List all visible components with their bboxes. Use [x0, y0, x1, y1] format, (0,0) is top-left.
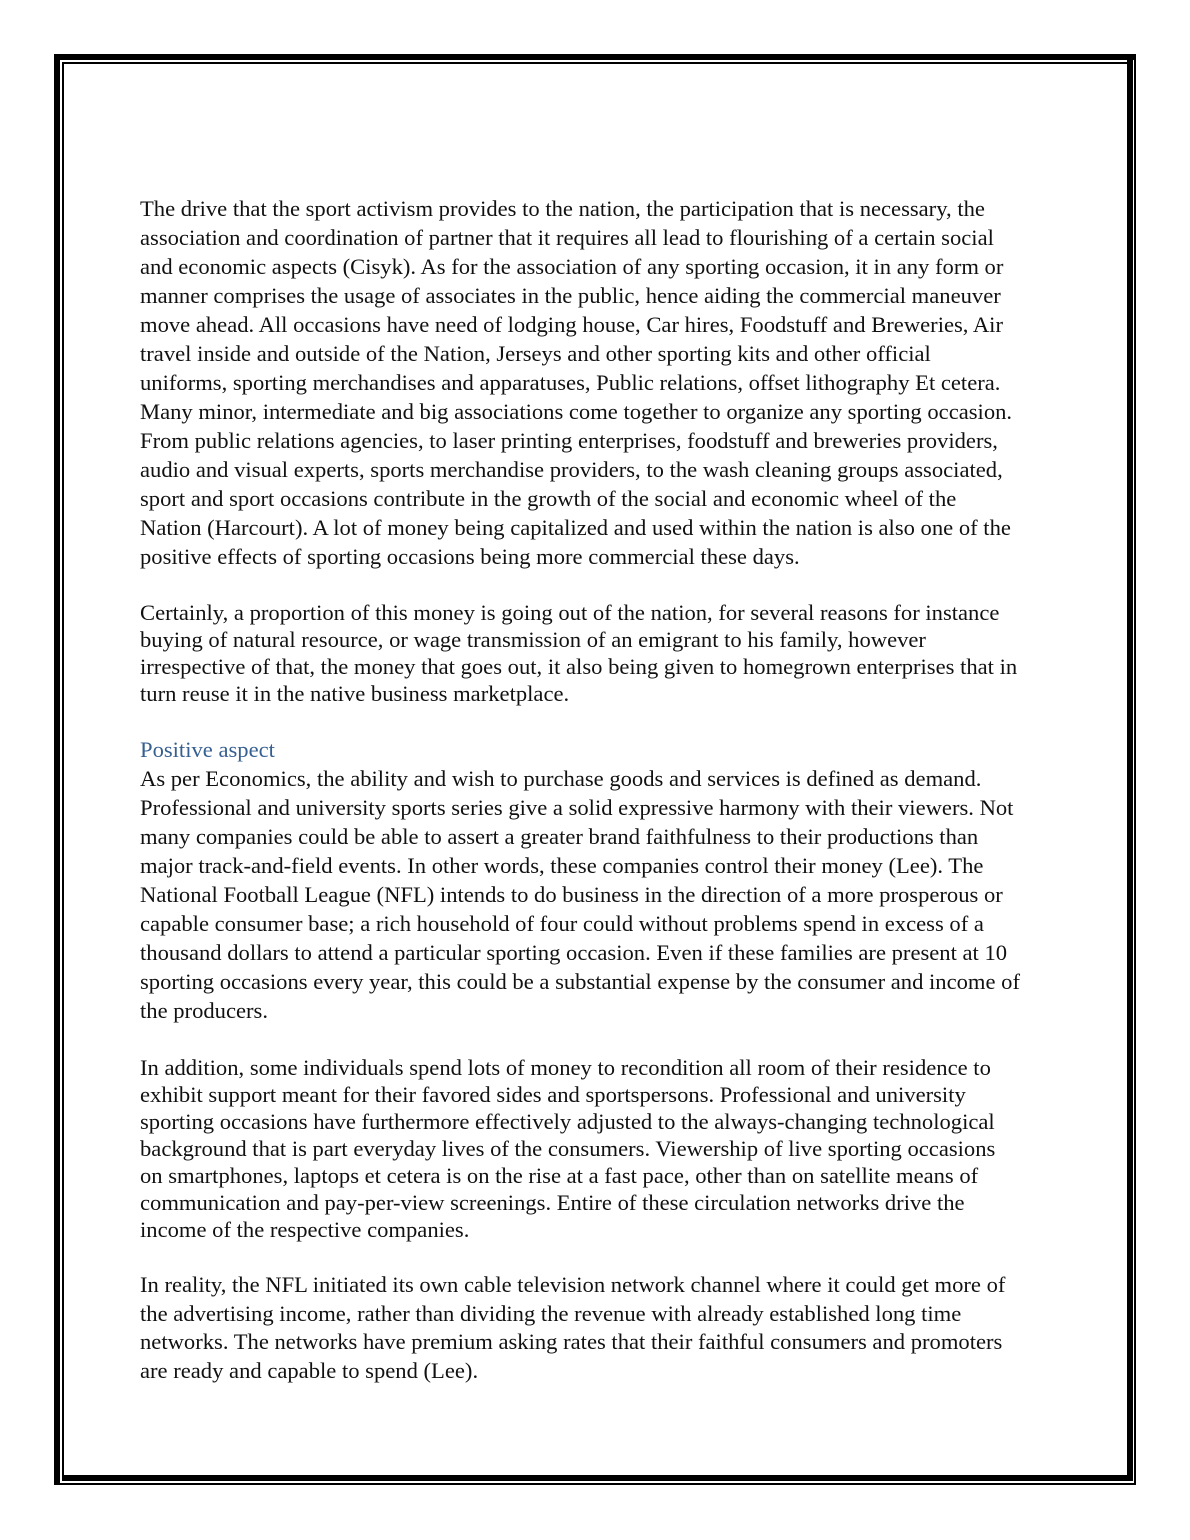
text-line: the advertising income, rather than dividing the revenue with already established long time	[140, 1300, 962, 1326]
text-line: thousand dollars to attend a particular sporting occasion. Even if these families are present at 10	[140, 940, 1008, 965]
page-border-right-thick	[1127, 60, 1133, 1481]
text-line: travel inside and outside of the Nation, Jerseys and other sporting kits and other official	[140, 341, 931, 366]
text-line: the producers.	[140, 998, 268, 1023]
document-body	[140, 194, 1070, 1386]
text-line: background that is part everyday lives of the consumers. Viewership of live sporting occasions	[140, 1136, 996, 1161]
page-border-top-thin	[62, 62, 1130, 64]
page-border-right-thin	[1134, 54, 1136, 1485]
page-border-top-thick	[54, 54, 1135, 60]
text-line: Certainly, a proportion of this money is going out of the nation, for several reasons for instance	[140, 600, 1000, 625]
text-line: positive effects of sporting occasions being more commercial these days.	[140, 544, 800, 569]
text-line: turn reuse it in the native business marketplace.	[140, 681, 570, 706]
text-line: move ahead. All occasions have need of lodging house, Car hires, Foodstuff and Breweries, Air	[140, 312, 1003, 337]
text-line: capable consumer base; a rich household of four could without problems spend in excess of a	[140, 911, 984, 936]
text-line: communication and pay-per-view screenings. Entire of these circulation networks drive the	[140, 1190, 965, 1215]
text-line: The drive that the sport activism provides to the nation, the participation that is necessary, the	[140, 196, 985, 221]
text-line: manner comprises the usage of associates in the public, hence aiding the commercial maneuver	[140, 283, 1001, 308]
text-line: Professional and university sports series give a solid expressive harmony with their viewers. Not	[140, 795, 1014, 820]
text-line: and economic aspects (Cisyk). As for the association of any sporting occasion, it in any form or	[140, 254, 1004, 279]
text-line: networks. The networks have premium asking rates that their faithful consumers and promoters	[140, 1329, 1003, 1355]
text-line: sporting occasions have furthermore effectively adjusted to the always-changing technological	[140, 1109, 995, 1134]
text-line: buying of natural resource, or wage transmission of an emigrant to his family, however	[140, 627, 926, 652]
text-line: on smartphones, laptops et cetera is on the rise at a fast pace, other than on satellite means of	[140, 1163, 979, 1188]
page-border-bottom-thin	[54, 1483, 1136, 1485]
paragraph-demand	[140, 764, 1070, 1025]
text-line: National Football League (NFL) intends to do business in the direction of a more prosperous or	[140, 882, 1003, 907]
text-line: sport and sport occasions contribute in the growth of the social and economic wheel of the	[140, 486, 957, 511]
page-border-left-thin	[62, 62, 64, 1480]
text-line: association and coordination of partner that it requires all lead to flourishing of a certain social	[140, 225, 994, 250]
text-line: are ready and capable to spend (Lee).	[140, 1358, 479, 1384]
text-line: income of the respective companies.	[140, 1217, 470, 1242]
page-border-left-thick	[54, 54, 60, 1485]
text-line: irrespective of that, the money that goes out, it also being given to homegrown enterprises that in	[140, 654, 1018, 679]
paragraph-nfl-network	[140, 1271, 1070, 1386]
text-line: exhibit support meant for their favored sides and sportspersons. Professional and university	[140, 1082, 966, 1107]
text-line: audio and visual experts, sports merchandise providers, to the wash cleaning groups associated,	[140, 457, 1003, 482]
text-line: Many minor, intermediate and big associations come together to organize any sporting occasion.	[140, 399, 1013, 424]
text-line: From public relations agencies, to laser printing enterprises, foodstuff and breweries providers,	[140, 428, 998, 453]
text-line: uniforms, sporting merchandises and apparatuses, Public relations, offset lithography Et cetera.	[140, 370, 1001, 395]
text-line: major track-and-field events. In other words, these companies control their money (Lee). The	[140, 853, 984, 878]
text-line: Nation (Harcourt). A lot of money being capitalized and used within the nation is also one of the	[140, 515, 1011, 540]
paragraph-money-outflow	[140, 599, 1070, 707]
text-line: As per Economics, the ability and wish to purchase goods and services is defined as demand.	[140, 766, 982, 791]
section-heading: Positive aspect	[140, 737, 275, 762]
text-line: sporting occasions every year, this could be a substantial expense by the consumer and income of	[140, 969, 1020, 994]
page-border-bottom-thick	[62, 1475, 1133, 1481]
text-line: many companies could be able to assert a greater brand faithfulness to their productions than	[140, 824, 979, 849]
paragraph-fan-spending	[140, 1054, 1070, 1243]
text-line: In addition, some individuals spend lots of money to recondition all room of their residence to	[140, 1055, 991, 1080]
text-line: In reality, the NFL initiated its own cable television network channel where it could get more of	[140, 1272, 1006, 1297]
paragraph-economic-drive	[140, 194, 1070, 571]
